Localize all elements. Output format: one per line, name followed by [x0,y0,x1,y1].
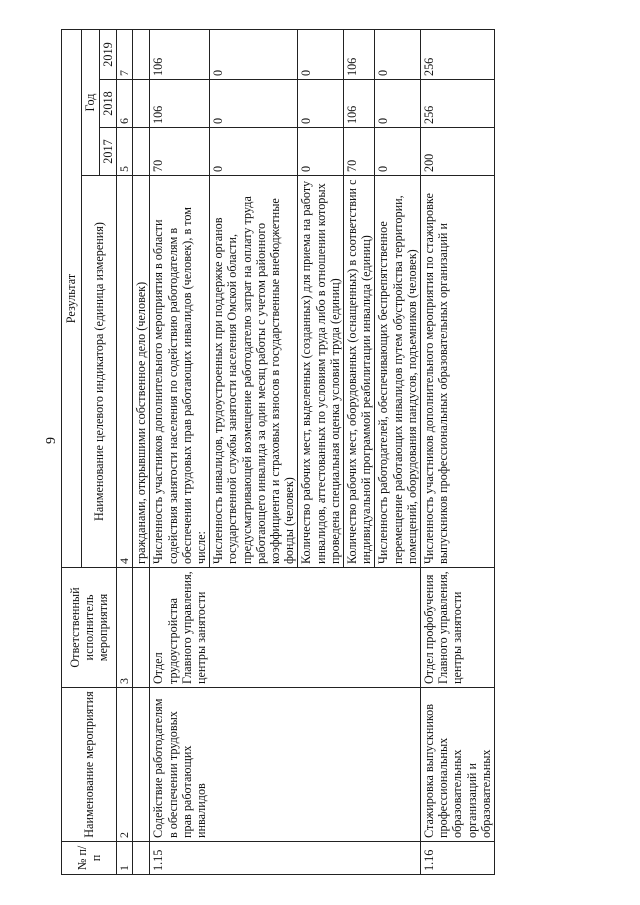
header-executor: Ответственный исполнитель мероприятия [62,568,117,688]
indicator-text: Численность инвалидов, трудоустроенных при поддержке органов государственной службы занятости населения Омской области, предусматривающей возмещение работодателю затрат на оплату труда работающего инвалида за один месяц работы с учетом районного коэффициента и страховых взносов в государственные внебюджетные фонды (человек) [210,176,298,568]
activity-name: Содействие работодателям в обеспечении трудовых прав работающих инвалидов [150,688,421,842]
column-number: 4 [117,176,133,568]
header-2019: 2019 [100,30,117,80]
value-2017: 70 [150,128,210,176]
column-number-row [117,30,133,875]
column-number: 6 [117,80,133,128]
value-2019: 256 [421,30,495,80]
indicator-text: Численность работодателей, обеспечивающих беспрепятственное перемещение работающих инвалидов путем обустройства территории, помещений, оборудования пандусов, подъемников (человек) [375,176,421,568]
value-2018: 0 [298,80,344,128]
header-result: Результат [62,30,82,568]
header-year: Год [82,30,100,176]
rotated-page [61,30,586,875]
value-2018: 0 [210,80,298,128]
indicator-text: Численность участников дополнительного мероприятия по стажировке выпускников профессиональных образовательных организаций и [421,176,495,568]
column-number: 2 [117,688,133,842]
column-number: 3 [117,568,133,688]
program-table [61,29,495,875]
table-row [150,30,210,875]
value-2019: 0 [375,30,421,80]
column-number: 7 [117,30,133,80]
value-2019: 106 [344,30,375,80]
value-2017: 200 [421,128,495,176]
indicator-text: Численность участников дополнительного мероприятия в области содействия занятости населения по содействию работодателям в обеспечении трудовых прав работающих инвалидов (человек), в том числе: [150,176,210,568]
header-name: Наименование мероприятия [62,688,117,842]
header-num: № п/п [62,842,117,875]
activity-name: Стажировка выпускников профессиональных образовательных организаций и образовательных [421,688,495,842]
value-2018: 106 [150,80,210,128]
value-2017: 70 [344,128,375,176]
value-2018: 106 [344,80,375,128]
value-2017: 0 [298,128,344,176]
value-2019: 0 [210,30,298,80]
indicator-text: Количество рабочих мест, оборудованных (оснащенных) в соответствии с индивидуальной программой реабилитации инвалида (единиц) [344,176,375,568]
header-2017: 2017 [100,128,117,176]
column-number: 5 [117,128,133,176]
continuation-row [133,30,150,875]
activity-executor: Отдел профобучения Главного управления, центры занятости [421,568,495,688]
value-2019: 106 [150,30,210,80]
value-2017: 0 [210,128,298,176]
value-2018: 0 [375,80,421,128]
column-number: 1 [117,842,133,875]
page-number: 9 [44,437,59,444]
row-number: 1.15 [150,842,421,875]
value-2019: 0 [298,30,344,80]
value-2018: 256 [421,80,495,128]
indicator-text: Количество рабочих мест, выделенных (созданных) для приема на работу инвалидов, аттестованных по условиям труда либо в отношении которых проведена специальная оценка условий труда (единиц) [298,176,344,568]
activity-executor: Отдел трудоустройства Главного управления, центры занятости [150,568,421,688]
row-number: 1.16 [421,842,495,875]
header-indicator: Наименование целевого индикатора (единица измерения) [82,176,117,568]
table-row [421,30,495,875]
header-2018: 2018 [100,80,117,128]
value-2017: 0 [375,128,421,176]
continuation-text: гражданами, открывшими собственное дело (человек) [133,176,150,568]
